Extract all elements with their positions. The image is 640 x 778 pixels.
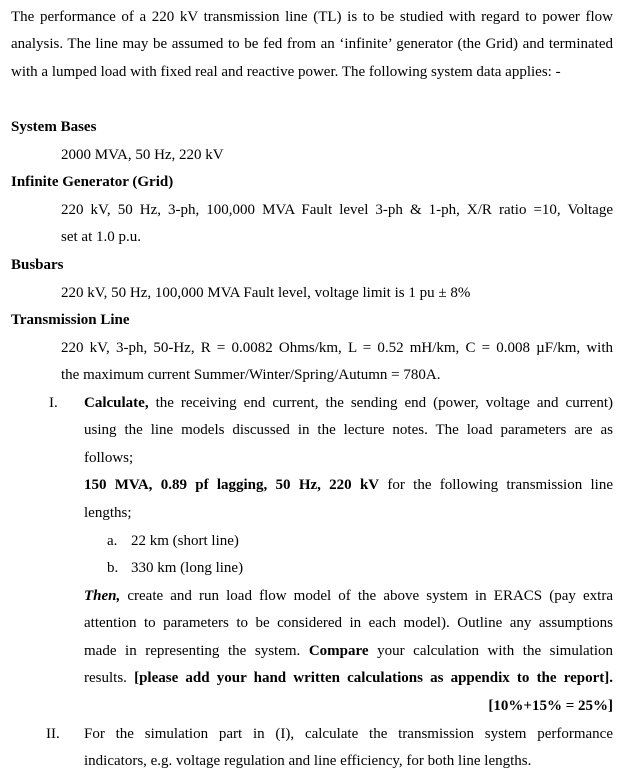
task-1-load-line-2: lengths; bbox=[84, 505, 132, 521]
option-a-text: 22 km (short line) bbox=[131, 533, 239, 549]
task-1-numeral: I. bbox=[49, 395, 58, 411]
intro-paragraph: The performance of a 220 kV transmission line (TL) is to be studied with regard to power flow analysis. The line may be assumed to be fed from an ‘infinite’ generator (the Grid) and terminated with a lumped load with fixed real and reactive power. The following system data applies: - bbox=[11, 9, 613, 80]
busbars-heading: Busbars bbox=[11, 257, 64, 273]
busbars-text: 220 kV, 50 Hz, 100,000 MVA Fault level, voltage limit is 1 pu ± 8% bbox=[61, 285, 471, 301]
calculate-bold: Calculate, bbox=[84, 395, 149, 411]
task-2-numeral: II. bbox=[46, 726, 60, 742]
task-2-line-1: For the simulation part in (I), calculate the transmission system performance bbox=[84, 726, 613, 742]
infinite-generator-heading: Infinite Generator (Grid) bbox=[11, 174, 174, 190]
task-1-then-line-3: made in representing the system. Compare your calculation with the simulation bbox=[84, 643, 613, 659]
compare-bold: Compare bbox=[308, 643, 369, 659]
task-1-marks: [10%+15% = 25%] bbox=[488, 698, 613, 714]
task-1-then-line-1: Then, create and run load flow model of the above system in ERACS (pay extra bbox=[84, 588, 613, 604]
infinite-generator-line-1: 220 kV, 50 Hz, 3-ph, 100,000 MVA Fault level 3-ph & 1-ph, X/R ratio =10, Voltage bbox=[61, 202, 613, 218]
system-bases-heading: System Bases bbox=[11, 119, 97, 135]
task-2-line-2: indicators, e.g. voltage regulation and line efficiency, for both line lengths. bbox=[84, 753, 532, 769]
task-1-load-line-1: 150 MVA, 0.89 pf lagging, 50 Hz, 220 kV for the following transmission line bbox=[84, 477, 613, 493]
task-1-then-line-4: results. [please add your hand written calculations as appendix to the report]. bbox=[84, 670, 613, 686]
option-b-text: 330 km (long line) bbox=[131, 560, 244, 576]
appendix-note-bold: [please add your hand written calculations as appendix to the report]. bbox=[134, 670, 613, 686]
transmission-line-heading: Transmission Line bbox=[11, 312, 130, 328]
infinite-generator-line-2: set at 1.0 p.u. bbox=[61, 229, 141, 245]
task-1-then-line-2: attention to parameters to be considered in each model). Outline any assumptions bbox=[84, 615, 613, 631]
task-1-calc-line-3: follows; bbox=[84, 450, 134, 466]
then-bold-italic: Then, bbox=[84, 588, 121, 604]
transmission-line-line-1: 220 kV, 3-ph, 50-Hz, R = 0.0082 Ohms/km, L = 0.52 mH/km, C = 0.008 µF/km, with bbox=[61, 340, 613, 356]
load-params-bold: 150 MVA, 0.89 pf lagging, 50 Hz, 220 kV bbox=[84, 477, 380, 493]
task-1-calc-line-2: using the line models discussed in the lecture notes. The load parameters are as bbox=[84, 422, 613, 438]
task-1-calc-line-1: Calculate, the receiving end current, the sending end (power, voltage and current) bbox=[84, 395, 613, 411]
system-bases-text: 2000 MVA, 50 Hz, 220 kV bbox=[61, 147, 224, 163]
option-b-marker: b. bbox=[107, 560, 119, 576]
option-a-marker: a. bbox=[107, 533, 118, 549]
transmission-line-line-2: the maximum current Summer/Winter/Spring/Autumn = 780A. bbox=[61, 367, 441, 383]
